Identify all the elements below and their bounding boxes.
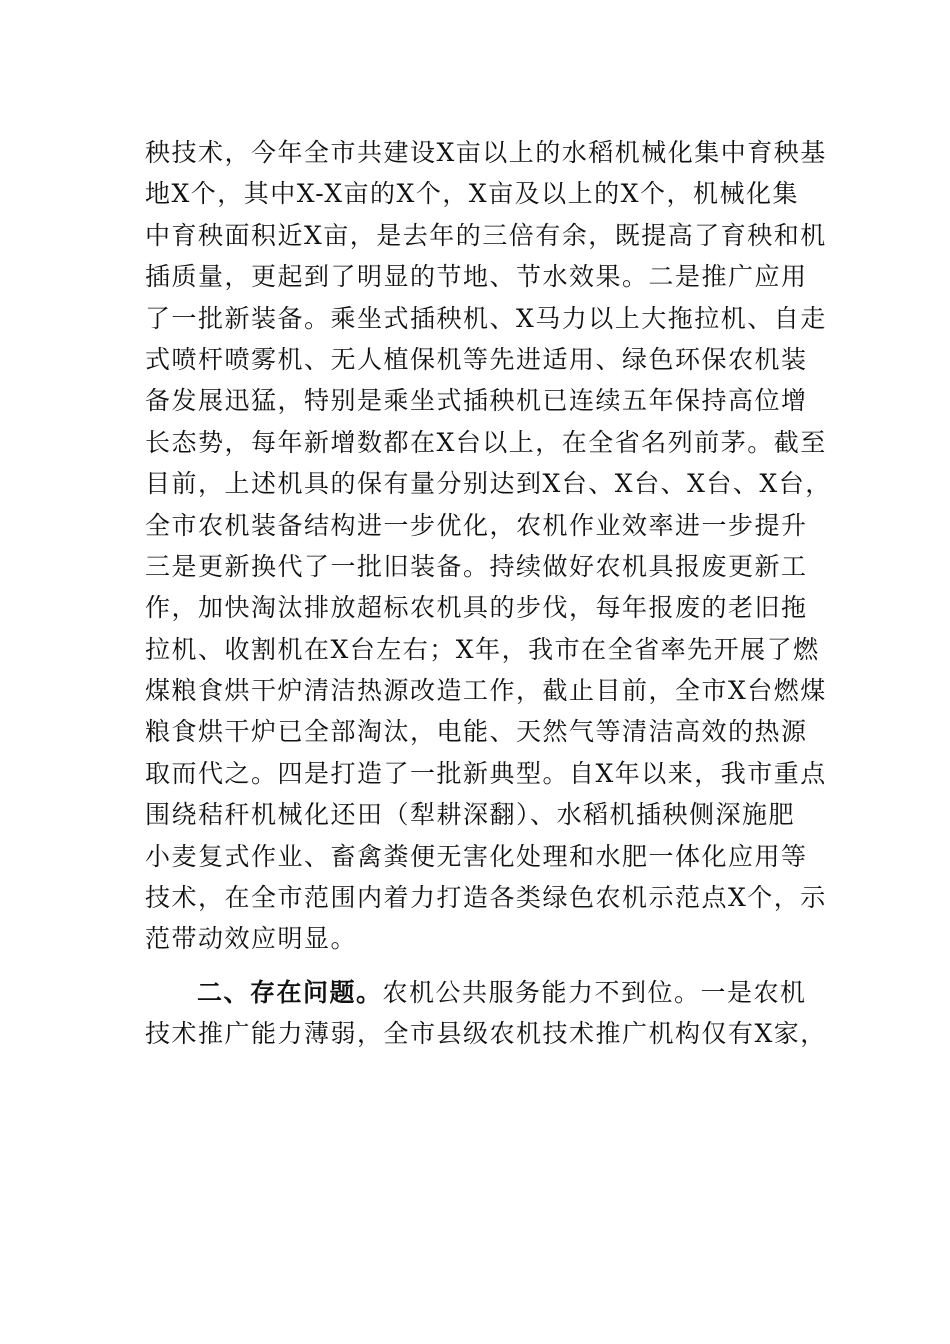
section-first-line <box>145 972 825 1013</box>
text-line: 式喷杆喷雾机、无人植保机等先进适用、绿色环保农机装 <box>145 344 808 374</box>
text-line: 粮食烘干炉已全部淘汰，电能、天然气等清洁高效的热源 <box>145 717 808 747</box>
document-body <box>145 132 832 1055</box>
text-line: 插质量，更起到了明显的节地、节水效果。二是推广应用 <box>145 262 808 292</box>
text-line: 备发展迅猛，特别是乘坐式插秧机已连续五年保持高位增 <box>145 386 808 416</box>
text-line: 技术，在全市范围内着力打造各类绿色农机示范点X个，示 <box>145 883 827 913</box>
text-line: 全市农机装备结构进一步优化，农机作业效率进一步提升 <box>145 510 808 540</box>
text-line: 中育秧面积近X亩，是去年的三倍有余，既提高了育秧和机 <box>145 220 827 250</box>
text-line: 围绕秸秆机械化还田（犁耕深翻）、水稻机插秧侧深施肥 <box>145 800 796 830</box>
text-line: 取而代之。四是打造了一批新典型。自X年以来，我市重点 <box>145 758 827 788</box>
paragraph-1 <box>145 132 832 960</box>
section-heading: 二、存在问题。 <box>197 977 383 1007</box>
text-line: 技术推广能力薄弱，全市县级农机技术推广机构仅有X家， <box>145 1019 827 1049</box>
text-line: 地X个，其中X-X亩的X个，X亩及以上的X个，机械化集 <box>145 179 799 209</box>
text-line: 作，加快淘汰排放超标农机具的步伐，每年报废的老旧拖 <box>145 593 808 623</box>
text-line: 目前，上述机具的保有量分别达到X台、X台、X台、X台， <box>145 469 832 499</box>
text-line: 了一批新装备。乘坐式插秧机、X马力以上大拖拉机、自走 <box>145 303 827 333</box>
section-lead-text: 农机公共服务能力不到位。一是农机 <box>382 977 807 1007</box>
paragraph-2 <box>145 972 825 1055</box>
text-line: 长态势，每年新增数都在X台以上，在全省名列前茅。截至 <box>145 427 827 457</box>
text-line: 小麦复式作业、畜禽粪便无害化处理和水肥一体化应用等 <box>145 841 808 871</box>
text-line: 拉机、收割机在X台左右；X年，我市在全省率先开展了燃 <box>145 634 820 664</box>
text-line: 秧技术，今年全市共建设X亩以上的水稻机械化集中育秧基 <box>145 138 827 167</box>
text-line: 煤粮食烘干炉清洁热源改造工作，截止目前，全市X台燃煤 <box>145 676 827 706</box>
text-line: 范带动效应明显。 <box>145 924 358 954</box>
text-line: 三是更新换代了一批旧装备。持续做好农机具报废更新工 <box>145 551 808 581</box>
paragraph-spacer <box>145 960 825 972</box>
